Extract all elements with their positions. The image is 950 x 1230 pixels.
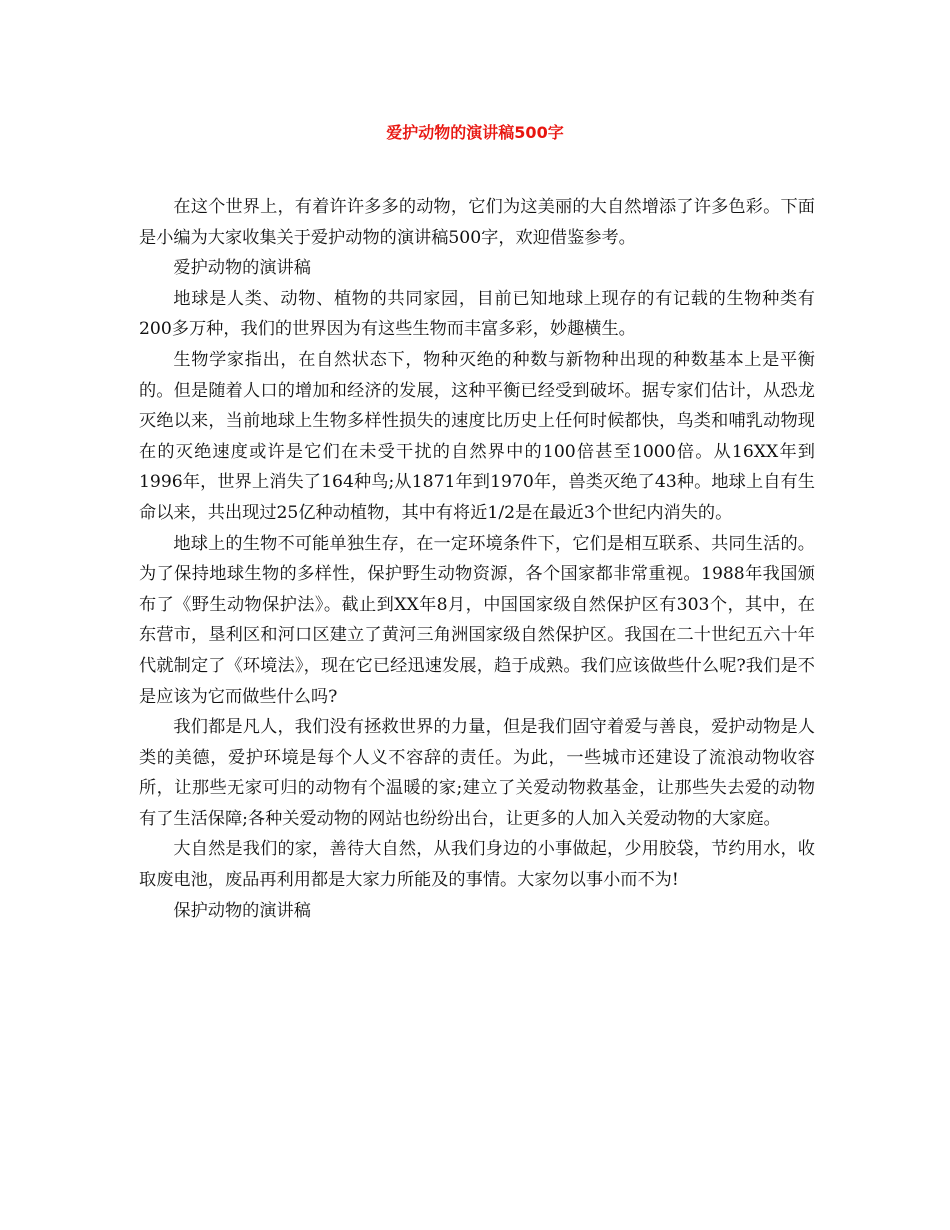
paragraph: 我们都是凡人，我们没有拯救世界的力量，但是我们固守着爱与善良，爱护动物是人类的美德，爱护环境是每个人义不容辞的责任。为此，一些城市还建设了流浪动物收容所，让那些无家可归的动物有个温暖的家;建立了关爱动物救基金，让那些失去爱的动物有了生活保障;各种关爱动物的网站也纷纷出台，让更多的人加入关爱动物的大家庭。 bbox=[139, 717, 815, 829]
paragraph-intro: 在这个世界上，有着许许多多的动物，它们为这美丽的大自然增添了许多色彩。下面是小编为大家收集关于爱护动物的演讲稿500字，欢迎借鉴参考。 bbox=[139, 197, 815, 248]
paragraph: 地球是人类、动物、植物的共同家园，目前已知地球上现存的有记载的生物种类有200多万种，我们的世界因为有这些生物而丰富多彩，妙趣横生。 bbox=[139, 288, 815, 340]
section-heading-2: 保护动物的演讲稿 bbox=[173, 900, 311, 921]
document-body bbox=[139, 192, 815, 926]
paragraph: 地球上的生物不可能单独生存，在一定环境条件下，它们是相互联系、共同生活的。 为了保持地球生物的多样性，保护野生动物资源，各个国家都非常重视。1988年我国颁布了《野生动物保护法》。截止到XX年8月，中国国家级自然保护区有303个，其中，在东营市，垦利区和河口区建立了黄河三角洲国家级自然保护区。我国在二十世纪五六十年代就制定了《环境法》，现在它已经迅速发展，趋于成熟。我们应该做些什么呢?我们是不是应该为它而做些什么吗? bbox=[139, 533, 815, 707]
section-heading-1: 爱护动物的演讲稿 bbox=[173, 258, 311, 279]
document-title: 爱护动物的演讲稿500字 bbox=[386, 123, 564, 142]
paragraph: 生物学家指出，在自然状态下，物种灭绝的种数与新物种出现的种数基本上是平衡的。但是随着人口的增加和经济的发展，这种平衡已经受到破坏。据专家们估计，从恐龙灭绝以来，当前地球上生物多样性损失的速度比历史上任何时候都快，鸟类和哺乳动物现在的灭绝速度或许是它们在未受干扰的自然界中的100倍甚至1000倍。从16XX年到1996年，世界上消失了164种鸟;从1871年到1970年，兽类灭绝了43种。地球上自有生命以来，共出现过25亿种动植物，其中有将近1/2是在最近3个世纪内消失的。 bbox=[139, 349, 815, 523]
paragraph: 大自然是我们的家，善待大自然，从我们身边的小事做起，少用胶袋，节约用水，收取废电池，废品再利用都是大家力所能及的事情。大家勿以事小而不为! bbox=[139, 839, 815, 891]
